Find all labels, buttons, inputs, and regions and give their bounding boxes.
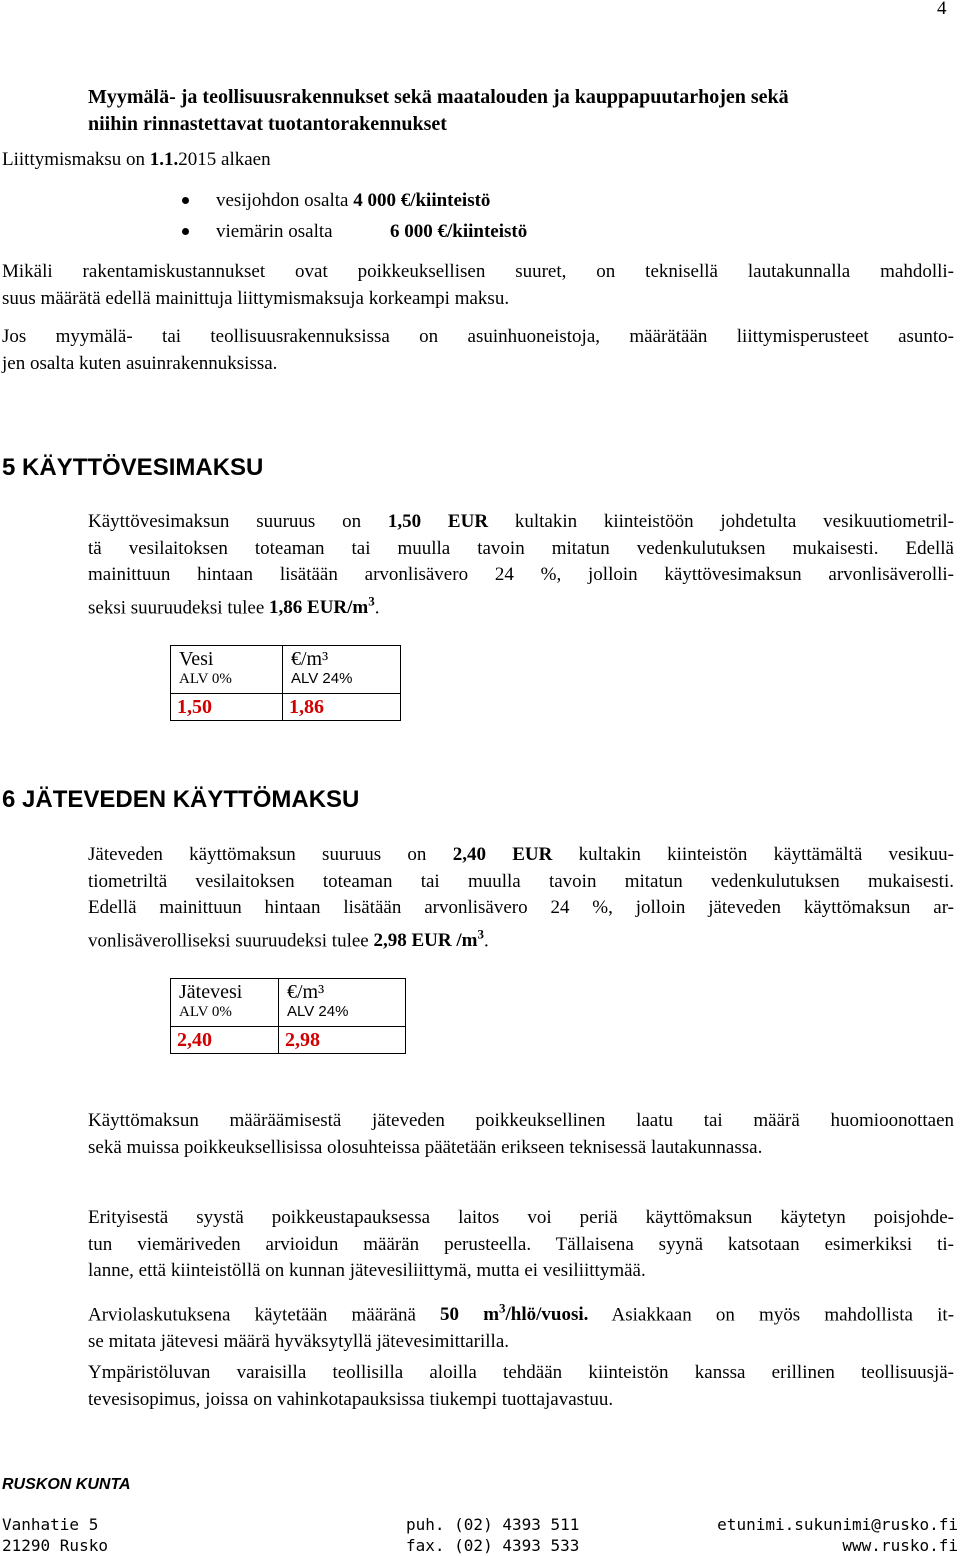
price-value: 2,98 xyxy=(285,1029,320,1051)
footer-org: RUSKON KUNTA xyxy=(2,1476,131,1493)
price-value: 1,86 xyxy=(289,696,324,718)
paragraph: Arviolaskutuksena käytetään määränä 50 $m^3/hlö$/vuosi. Asiakkaan on myös mahdollista it- se mitata jätevesi määrä hyväksytyllä jätevesimittarilla. xyxy=(88,1301,955,1352)
heading-line: niihin rinnastettavat tuotantorakennukset xyxy=(88,113,447,135)
footer-contact xyxy=(717,1514,958,1556)
footer-address: Vanhatie 5 21290 Rusko xyxy=(2,1515,108,1555)
price-value: 2,40 xyxy=(177,1029,212,1051)
section-heading-6: 6 JÄTEVEDEN KÄYTTÖMAKSU xyxy=(2,786,360,813)
bullet-icon xyxy=(182,228,189,235)
bullet-item: vesijohdon osalta 4 000 €/kiinteistö xyxy=(216,190,491,211)
footer-email[interactable]: etunimi.sukunimi@rusko.fi xyxy=(717,1515,958,1534)
paragraph: Erityisestä syystä poikkeustapauksessa laitos voi periä käyttömaksun käytetyn poisjohde- tun viemäriveden arvioidun määrän perusteella. Tällaisena syynä katsotaan esimerkiksi ti- lanne, että kiinteistöllä on kunnan jätevesiliittymä, mutta ei vesiliittymää. xyxy=(88,1207,954,1281)
footer-phone: puh. (02) 4393 511 fax. (02) 4393 533 xyxy=(406,1515,580,1555)
heading-line: Myymälä- ja teollisuusrakennukset sekä maatalouden ja kauppapuutarhojen sekä xyxy=(88,86,789,108)
paragraph: Jäteveden käyttömaksun suuruus on 2,40 EUR kultakin kiinteistön käyttämältä vesikuu- tiometriltä vesilaitoksen toteaman tai muulla tavoin mitatun vedenkulutuksen mukaisesti. Edellä mainittuun hintaan lisätään arvonlisävero 24 %, jolloin jäteveden käyttömaksun ar- vonlisäverolliseksi suuruudeksi tulee 2,98 EUR $/m^3$. xyxy=(88,844,954,951)
paragraph: Käyttömaksun määräämisestä jäteveden poikkeuksellinen laatu tai määrä huomioonottaen sekä muissa poikkeuksellisissa olosuhteissa päätetään erikseen teknisessä lautakunnassa. xyxy=(88,1110,954,1158)
footer-web[interactable]: www.rusko.fi xyxy=(842,1536,958,1555)
price-value: 1,50 xyxy=(177,696,212,718)
price-table-wastewater: Jätevesi ALV 0% €/m³ ALV 24% 2,40 2,98 xyxy=(170,978,406,1054)
paragraph: Käyttövesimaksun suuruus on 1,50 EUR kultakin kiinteistöön johdetulta vesikuutiometril- tä vesilaitoksen toteaman tai muulla tavoin mitatun vedenkulutuksen mukaisesti. Edellä mainittuun hintaan lisätään arvonlisävero 24 %, jolloin käyttövesimaksun arvonlisäverolli- seksi suuruudeksi tulee 1,86 EUR/$m^3$. xyxy=(88,511,955,618)
paragraph: Mikäli rakentamiskustannukset ovat poikkeuksellisen suuret, on teknisellä lautakunnalla mahdolli- suus määrätä edellä mainittuja liittymismaksuja korkeampi maksu. xyxy=(2,261,954,309)
section-heading-5: 5 KÄYTTÖVESIMAKSU xyxy=(2,454,264,481)
bullet-item: viemärin osalta 6 000 €/kiinteistö xyxy=(216,221,528,242)
page-number: 4 xyxy=(937,0,947,19)
section-heading-store xyxy=(88,84,958,138)
fee-intro: Liittymismaksu on 1.1.2015 alkaen xyxy=(2,149,271,170)
paragraph: Ympäristöluvan varaisilla teollisilla aloilla tehdään kiinteistön kanssa erillinen teollisuusjä- tevesisopimus, joissa on vahinkotapauksissa tiukempi tuottajavastuu. xyxy=(88,1362,954,1410)
fee-intro-date: 1.1. xyxy=(149,149,179,170)
price-table-water: Vesi ALV 0% €/m³ ALV 24% 1,50 1,86 xyxy=(170,645,401,721)
bullet-icon xyxy=(182,197,189,204)
paragraph: Jos myymälä- tai teollisuusrakennuksissa on asuinhuoneistoja, määrätään liittymisperusteet asunto- jen osalta kuten asuinrakennuksissa. xyxy=(2,326,954,374)
